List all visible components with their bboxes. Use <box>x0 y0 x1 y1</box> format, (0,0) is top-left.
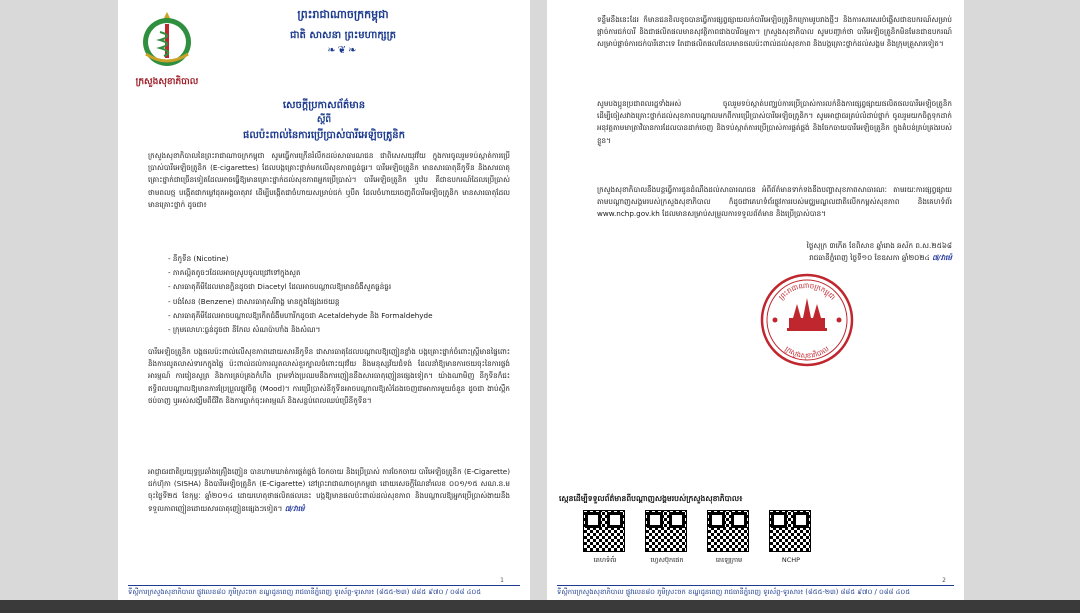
initials-signature: ៧/វាម៉េ <box>932 253 952 262</box>
issue-date <box>807 240 952 264</box>
ministry-emblem-icon <box>138 8 196 74</box>
list-item: - នីកូទីន (Nicotine) <box>168 252 508 266</box>
lunar-date: ថ្ងៃសុក្រ ៣កើត ខែពិសាខ ឆ្នាំរោង ឆស័ក ព.ស.២៥៦៨ <box>806 241 952 250</box>
page-footer: ទីស្តីការក្រសួងសុខាភិបាល ផ្លូវលេខ៨០ ភូមិស្រះចក ខណ្ឌដូនពេញ រាជធានីភ្នំពេញ ទូរស័ព្ទ-ទូរសារ៖ (៨៥៥-២៣) ៨៨៥ ៩៧០ / ០៨៨ ៤០៥ <box>128 585 520 598</box>
warning-paragraph: ទន្ទឹមនឹងនេះដែរ ក៏មានជនខិលខូចបានធ្វើការផ្សព្វផ្សាយលក់បារីអេឡិចត្រូនិកក្រោមរូបរាងថ្មីៗ និងការសរសេរបំផ្លើសជាឧបករណ៍សម្រាប់ផ្តាច់ការជក់បារី និងជាផលិតផលមានសុវត្ថិភាពជាងបារីធម្មតា។ ក្រសួងសុខាភិបាល សូមបញ្ជាក់ថា បារីអេឡិចត្រូនិកមិនមែនជាឧបករណ៍សម្រាប់ផ្តាច់ការជក់បារីនោះទេ តែជាផលិតផលដែលមានផលប៉ះពាល់ដល់សុខភាព និងបង្កគ្រោះថ្នាក់ដល់សង្គម និងក្រុមគ្រួសារទៀត។ <box>597 15 952 49</box>
list-item: - បង់សែន (Benzene) ជាសារធាតុសរីរាង្គ មានក្នុងផ្សែងរថយន្ត <box>168 295 508 309</box>
svg-text:ក្រសួងសុខាភិបាល <box>783 345 831 362</box>
ban-paragraph <box>148 466 510 515</box>
qr-nchp[interactable]: NCHP <box>769 510 813 566</box>
list-item: - សារធាតុគីមីដែលអាចបណ្តាលឱ្យកើតជំងឺមហារីកដូចជា Acetaldehyde និង Formaldehyde <box>168 309 508 323</box>
viewer-bottom-bar <box>0 600 1080 613</box>
qr-code-row <box>583 510 813 566</box>
national-motto: ជាតិ សាសនា ព្រះមហាក្សត្រ <box>290 30 396 41</box>
qr-code-icon <box>645 510 687 552</box>
ban-paragraph-text: អាជ្ញាធរជាតិប្រយុទ្ធប្រឆាំងគ្រឿងញៀន បានហាមឃាត់ការផ្គត់ផ្គង់ ចែកចាយ និងប្រើប្រាស់ ការចែកចាយ បារីអេឡិចត្រូនិក (E-Cigarette) ជក់ហ៊ុកា (SISHA) និងបារីអេឡិចត្រូនិក (E-Cigarette) នៅព្រះរាជាណាចក្រកម្ពុជា ដោយសេចក្តីណែនាំលេខ ០០១/១៥ សណ.ន.ម ចុះថ្ងៃទី២៥ ខែកុម្ភៈ ឆ្នាំ២០១៤ ដោយហេតុថាផលិតផលនេះ បង្កឱ្យមានផលប៉ះពាល់ដល់សុខភាព និងបណ្តាលឱ្យអ្នកប្រើប្រាស់ងាយនឹងទទួលភាពញៀនដោយសារធាតុញៀនផ្សេងៗទៀត។ <box>148 467 510 513</box>
ministry-name: ក្រសួងសុខាភិបាល <box>135 77 199 87</box>
solar-date: រាជធានីភ្នំពេញ ថ្ងៃទី១០ ខែឧសភា ឆ្នាំ២០២៤ ៧/វាម៉េ <box>809 253 952 262</box>
initials-signature: ៧/វាម៉េ <box>284 503 305 513</box>
list-item: - ក្រុមលោហៈធ្ងន់ដូចជា នីកែល សំណប៉ាហាំង និងសំណ។ <box>168 323 508 337</box>
qr-code-icon <box>707 510 749 552</box>
qr-facebook[interactable]: ហ្វេសប៊ុកផេក <box>645 510 689 566</box>
page-footer: ទីស្តីការក្រសួងសុខាភិបាល ផ្លូវលេខ៨០ ភូមិស្រះចក ខណ្ឌដូនពេញ រាជធានីភ្នំពេញ ទូរស័ព្ទ-ទូរសារ៖ (៨៥៥-២៣) ៨៨៥ ៩៧០ / ០៨៨ ៤០៥ <box>557 585 954 598</box>
document-subtitle-about: ស្តីពី <box>316 115 332 125</box>
document-page-1 <box>118 0 530 600</box>
harmful-substances-list <box>168 252 508 337</box>
document-topic: ផលប៉ះពាល់នៃការប្រើប្រាស់បារីអេឡិចត្រូនិក <box>242 130 405 141</box>
kingdom-name: ព្រះរាជាណាចក្រកម្ពុជា <box>297 8 389 21</box>
list-item: - ភាគល្អិតតូចៗដែលអាចស្រូបចូលជ្រៅទៅក្នុងសួត <box>168 266 508 280</box>
intro-paragraph: ក្រសួងសុខាភិបាលនៃព្រះរាជាណាចក្រកម្ពុជា សូមធ្វើការក្រើនរំលឹកដល់សាធារណជន ជាពិសេសយុវវ័យ ក្នុងការចូលរួមទប់ស្កាត់ការប្រើប្រាស់បារីអេឡិចត្រូនិក (E-cigarettes) ដែលបង្កគ្រោះថ្នាក់មកលើសុខភាពធ្ងន់ធ្ងរ។ បារីអេឡិចត្រូនិក មានសារធាតុនីកូទីន និងសារធាតុគ្រោះថ្នាក់ជាច្រើនទៀតដែលអាចធ្វើឱ្យមានគ្រោះថ្នាក់ដល់សុខភាពអ្នកប្រើប្រាស់។ បារីអេឡិចត្រូនិក ឬវ៉េប គឺជាឧបករណ៍ដែលប្រើប្រាស់ថាមពលថ្ម បង្កើតជាកម្តៅដុតអង្គធាតុរាវ ដើម្បីបង្កើតជាចំហាយសម្រាប់ជក់ ឬបឺត ដែលចំហាយចេញពីបារីអេឡិចត្រូនិក មានសារធាតុដែលមានគ្រោះថ្នាក់ ដូចជា៖ <box>148 151 510 209</box>
call-to-action-paragraph: សូមបងប្អូនប្រជាពលរដ្ឋទាំងអស់ ចូលរួមទប់ស្កាត់បញ្ឈប់ការប្រើប្រាស់ការលក់និងការផ្សព្វផ្សាយផលិតផលបារីអេឡិចត្រូនិក ដើម្បីចៀសវាងគ្រោះថ្នាក់ដល់សុខភាពបណ្តាលមកពីការប្រើប្រាស់បារីអេឡិចត្រូនិក។ សូមអាជ្ញាធរគ្រប់លំដាប់ថ្នាក់ ចូលរួមយកចិត្តទុកដាក់អនុវត្តតាមមាត្រាវិធានការដែលបានដាក់ចេញ និងទប់ស្កាត់ការប្រើប្រាស់ការផ្គត់ផ្គង់ និងចែកចាយបារីអេឡិចត្រូនិក ក្នុងតំបន់គ្រប់គ្រងរបស់ខ្លួន។ <box>597 99 952 145</box>
list-item: - សារធាតុគីមីដែលមានក្លិនដូចជា Diacetyl ដែលអាចបណ្តាលឱ្យមានជំងឺសួតធ្ងន់ធ្ងរ <box>168 280 508 294</box>
document-page-2 <box>547 0 964 600</box>
page-number: 2 <box>942 577 946 584</box>
document-title: សេចក្តីប្រកាសព័ត៌មាន <box>282 100 366 111</box>
health-effects-paragraph: បារីអេឡិចត្រូនិក បង្កផលប៉ះពាល់លើសុខភាពដោយសារនីកូទីន ជាសារធាតុដែលបណ្តាលឱ្យញៀនខ្លាំង បង្កគ្រោះថ្នាក់ចំពោះស្ត្រីមានផ្ទៃពោះ និងការលូតលាស់ទារកក្នុងផ្ទៃ ប៉ះពាល់ដល់ការលូតលាស់ខួរក្បាលចំពោះយុវវ័យ និងមនុស្សវ័យជំទង់ ដែលនាំឱ្យមានការថយចុះនៃការផ្ចង់អារម្មណ៍ ការរៀនសូត្រ និងការគ្រប់គ្រងកំហឹង ព្រមទាំងប្រឈមនឹងការញៀននឹងសារធាតុញៀនផ្សេងទៀត។ យ៉ាងណាមិញ នីកូទីនក៏ជះឥទ្ធិពលបណ្តាលឱ្យមានការប្រែប្រួលផ្លូវចិត្ត (Mood)។ ការប្រើប្រាស់នីកូទីនអាចបណ្តាលឱ្យសំដែងចេញជាអាការមួយចំនួន ដូចជា ងាប់ស្ពឹក ថប់ចាញ ឬអស់សង្ឃឹមពីជីវិត និងការធ្លាក់ចុះអារម្មណ៍ និងសន្លប់ពេលឈប់ប្រើនីកូទីន។ <box>148 347 510 405</box>
official-seal-stamp <box>759 272 855 368</box>
information-paragraph: ក្រសួងសុខាភិបាលនឹងបន្តធ្វើការជូនដំណឹងដល់សាធារណជន អំពីព័ត៌មានទាក់ទងនឹងបញ្ហាសុខភាពសាធារណៈ តាមរយៈការផ្សព្វផ្សាយតាមបណ្តាញសង្គមរបស់ក្រសួងសុខាភិបាល ក៏ដូចជាគេហទំព័រផ្លូវការរបស់មជ្ឈមណ្ឌលជាតិលើកកម្ពស់សុខភាព និងគេហទំព័រ www.nchp.gov.kh ដែលមានសម្រាប់សម្រួលការទទួលព័ត៌មាន និងប្រើប្រាស់បាន។ <box>597 185 952 219</box>
stamp-bottom-text: ក្រសួងសុខាភិបាល <box>783 344 831 361</box>
qr-telegram[interactable]: តេឡេក្រាម <box>707 510 751 566</box>
page-number: 1 <box>500 577 504 584</box>
ornament: ❧❦❧ <box>327 45 359 56</box>
ministry-logo <box>128 8 206 89</box>
qr-section-title: ស្កេនដើម្បីទទួលព័ត៌មានពីបណ្តាញសង្គមរបស់ក្រសួងសុខាភិបាល៖ <box>559 494 743 503</box>
qr-code-icon <box>769 510 811 552</box>
kingdom-header <box>238 8 448 56</box>
qr-code-icon <box>583 510 625 552</box>
qr-website[interactable]: គេហទំព័រ <box>583 510 627 566</box>
stamp-top-text: ព្រះរាជាណាចក្រកម្ពុជា <box>777 281 837 302</box>
